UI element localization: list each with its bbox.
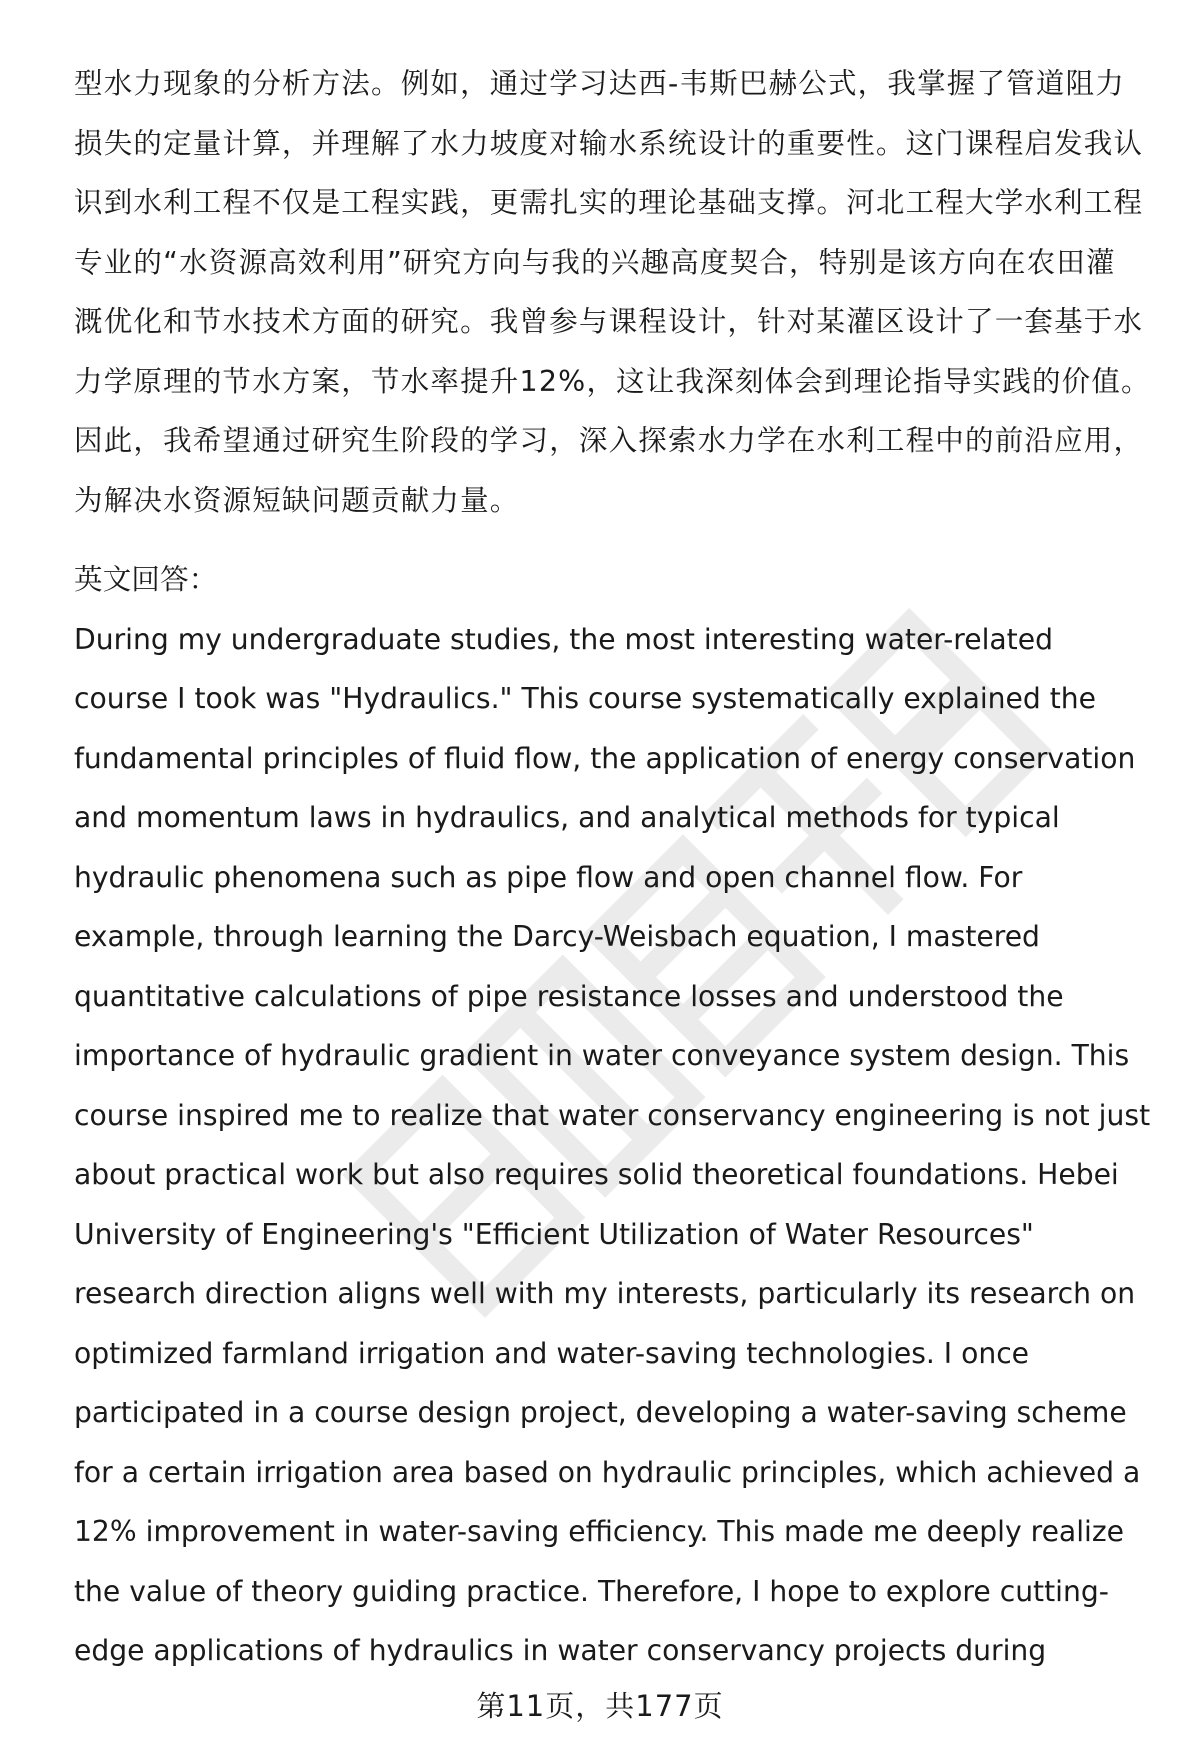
text-line: 为解决水资源短缺问题贡献力量。 [74,483,520,517]
text-line: 识到水利工程不仅是工程实践，更需扎实的理论基础支撑。河北工程大学水利工程 [74,186,1144,219]
text-line: hydraulic phenomena such as pipe flow and open channel flow. For [74,860,1023,894]
text-line: 溉优化和节水技术方面的研究。我曾参与课程设计，针对某灌区设计了一套基于水 [74,305,1144,338]
text-line: about practical work but also requires solid theoretical foundations. Hebei [74,1158,1119,1191]
text-line: and momentum laws in hydraulics, and analytical methods for typical [74,801,1060,834]
text-line: example, through learning the Darcy-Weisbach equation, I mastered [74,920,1040,953]
text-line: 力学原理的节水方案，节水率提升12%，这让我深刻体会到理论指导实践的价值。 [74,364,1151,398]
text-line: course inspired me to realize that water conservancy engineering is not just [74,1098,1151,1132]
text-line: participated in a course design project, developing a water-saving scheme [74,1396,1127,1429]
text-line: importance of hydraulic gradient in water conveyance system design. This [74,1039,1130,1072]
text-line: During my undergraduate studies, the most interesting water-related [74,622,1053,656]
text-line: 因此，我希望通过研究生阶段的学习，深入探索水力学在水利工程中的前沿应用， [74,424,1144,457]
chinese-answer [74,54,1154,530]
english-answer-label: 英文回答： [74,563,218,596]
text-line: University of Engineering's "Efficient Utilization of Water Resources" [74,1217,1034,1251]
text-line: edge applications of hydraulics in water conservancy projects during [74,1634,1047,1667]
text-line: quantitative calculations of pipe resistance losses and understood the [74,979,1064,1013]
text-line: fundamental principles of fluid flow, the application of energy conservation [74,741,1136,775]
text-line: the value of theory guiding practice. Therefore, I hope to explore cutting- [74,1574,1109,1608]
page-number: 第11页，共177页 [476,1689,724,1723]
document-body [74,54,1154,1681]
english-answer [74,610,1154,1681]
text-line: 损失的定量计算，并理解了水力坡度对输水系统设计的重要性。这门课程启发我认 [74,126,1144,160]
text-line: 专业的“水资源高效利用”研究方向与我的兴趣高度契合，特别是该方向在农田灌 [74,245,1116,279]
text-line: optimized farmland irrigation and water-saving technologies. I once [74,1336,1030,1370]
text-line: 12% improvement in water-saving efficiency. This made me deeply realize [74,1515,1125,1548]
text-line: research direction aligns well with my interests, particularly its research on [74,1277,1136,1310]
text-line: for a certain irrigation area based on hydraulic principles, which achieved a [74,1455,1141,1489]
text-line: 型水力现象的分析方法。例如，通过学习达西-韦斯巴赫公式，我掌握了管道阻力 [74,67,1125,100]
text-line: course I took was "Hydraulics." This course systematically explained the [74,682,1097,715]
